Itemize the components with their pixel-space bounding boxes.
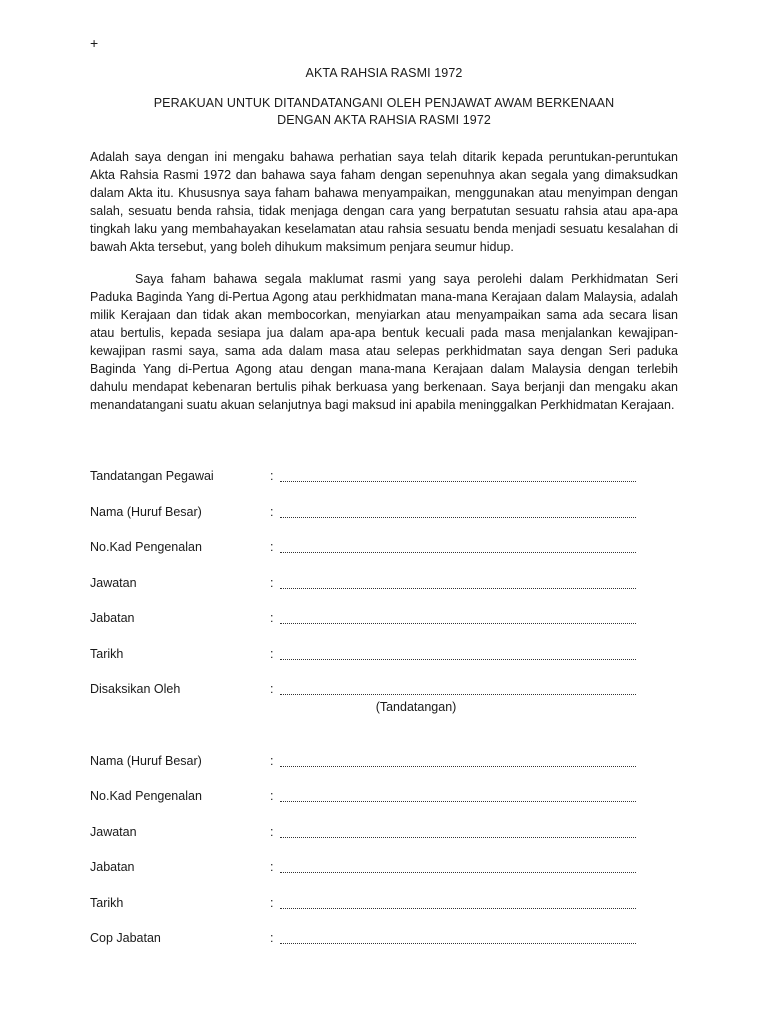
field-department-stamp[interactable]: [90, 931, 636, 947]
field-witness-ic[interactable]: [90, 789, 636, 805]
corner-mark: +: [90, 35, 99, 51]
field-officer-ic[interactable]: [90, 540, 636, 556]
field-colon: :: [270, 611, 274, 625]
field-label: Jawatan: [90, 576, 137, 590]
field-colon: :: [270, 789, 274, 803]
fill-in-line[interactable]: [280, 908, 636, 909]
field-officer-position[interactable]: [90, 576, 636, 592]
signature-caption: (Tandatangan): [375, 700, 457, 714]
field-witness-date[interactable]: [90, 896, 636, 912]
field-officer-name[interactable]: [90, 505, 636, 521]
fill-in-line[interactable]: [280, 872, 636, 873]
field-colon: :: [270, 682, 274, 696]
document-title: AKTA RAHSIA RASMI 1972: [305, 66, 463, 80]
field-colon: :: [270, 505, 274, 519]
field-officer-signature[interactable]: [90, 469, 636, 485]
fill-in-line[interactable]: [280, 588, 636, 589]
field-label: Jabatan: [90, 611, 135, 625]
field-witness-name[interactable]: [90, 754, 636, 770]
fill-in-line[interactable]: [280, 481, 636, 482]
fill-in-line[interactable]: [280, 659, 636, 660]
field-label: Jabatan: [90, 860, 135, 874]
field-colon: :: [270, 469, 274, 483]
fill-in-line[interactable]: [280, 837, 636, 838]
field-colon: :: [270, 860, 274, 874]
field-label: Tarikh: [90, 896, 124, 910]
fill-in-line[interactable]: [280, 801, 636, 802]
fill-in-line[interactable]: [280, 943, 636, 944]
field-officer-department[interactable]: [90, 611, 636, 627]
declaration-paragraph-2: Saya faham bahawa segala maklumat rasmi yang saya perolehi dalam Perkhidmatan Seri Paduka Baginda Yang di-Pertua Agong atau perkhidmatan mana-mana Kerajaan dalam Malaysia, adalah milik Kerajaan dan tidak akan membocorkan, menyiarkan atau menyampaikan sama ada secara lisan atau bertulis, kepada sesiapa jua dalam apa-apa bentuk kecuali pada masa menjalankan kewajipan-kewajipan rasmi saya, sama ada dalam masa atau selepas perkhidmatan saya dengan Seri paduka Baginda Yang di-Pertua Agong atau dengan mana-mana Kerajaan dalam Malaysia dengan terlebih dahulu mendapat kebenaran bertulis pihak berkuasa yang berkenaan. Saya berjanji dan mengaku akan menandatangani suatu akuan selanjutnya bagi maksud ini apabila meninggalkan Perkhidmatan Kerajaan.: [90, 272, 678, 412]
field-label: No.Kad Pengenalan: [90, 789, 202, 803]
fill-in-line[interactable]: [280, 623, 636, 624]
field-officer-date[interactable]: [90, 647, 636, 663]
fill-in-line[interactable]: [280, 552, 636, 553]
declaration-paragraph-1: Adalah saya dengan ini mengaku bahawa perhatian saya telah ditarik kepada peruntukan-peruntukan Akta Rahsia Rasmi 1972 dan bahawa saya faham dengan sepenuhnya akan segala yang dimaksudkan dalam Akta itu. Khususnya saya faham bahawa menyampaikan, menggunakan atau menyimpan dengan salah, sesuatu benda rahsia, tidak menjaga dengan cara yang berpatutan sesuatu rahsia atau apa-apa tingkah laku yang membahayakan keselamatan atau rahsia sesuatu benda menjadi sesuatu kesalahan di bawah Akta tersebut, yang boleh dihukum maksimum penjara seumur hidup.: [90, 150, 678, 254]
field-colon: :: [270, 576, 274, 590]
field-colon: :: [270, 896, 274, 910]
field-label: Nama (Huruf Besar): [90, 505, 202, 519]
field-label: Cop Jabatan: [90, 931, 161, 945]
field-colon: :: [270, 931, 274, 945]
field-label: Jawatan: [90, 825, 137, 839]
field-label: Nama (Huruf Besar): [90, 754, 202, 768]
fill-in-line[interactable]: [280, 694, 636, 695]
field-witness-department[interactable]: [90, 860, 636, 876]
field-witnessed-by[interactable]: [90, 682, 636, 698]
field-label: No.Kad Pengenalan: [90, 540, 202, 554]
field-colon: :: [270, 540, 274, 554]
field-witness-position[interactable]: [90, 825, 636, 841]
fill-in-line[interactable]: [280, 517, 636, 518]
field-colon: :: [270, 647, 274, 661]
fill-in-line[interactable]: [280, 766, 636, 767]
field-label: Tarikh: [90, 647, 124, 661]
field-colon: :: [270, 754, 274, 768]
document-subtitle-line1: PERAKUAN UNTUK DITANDATANGANI OLEH PENJAWAT AWAM BERKENAAN: [153, 96, 615, 110]
field-label: Disaksikan Oleh: [90, 682, 181, 696]
document-subtitle-line2: DENGAN AKTA RAHSIA RASMI 1972: [277, 113, 491, 127]
field-colon: :: [270, 825, 274, 839]
field-label: Tandatangan Pegawai: [90, 469, 214, 483]
